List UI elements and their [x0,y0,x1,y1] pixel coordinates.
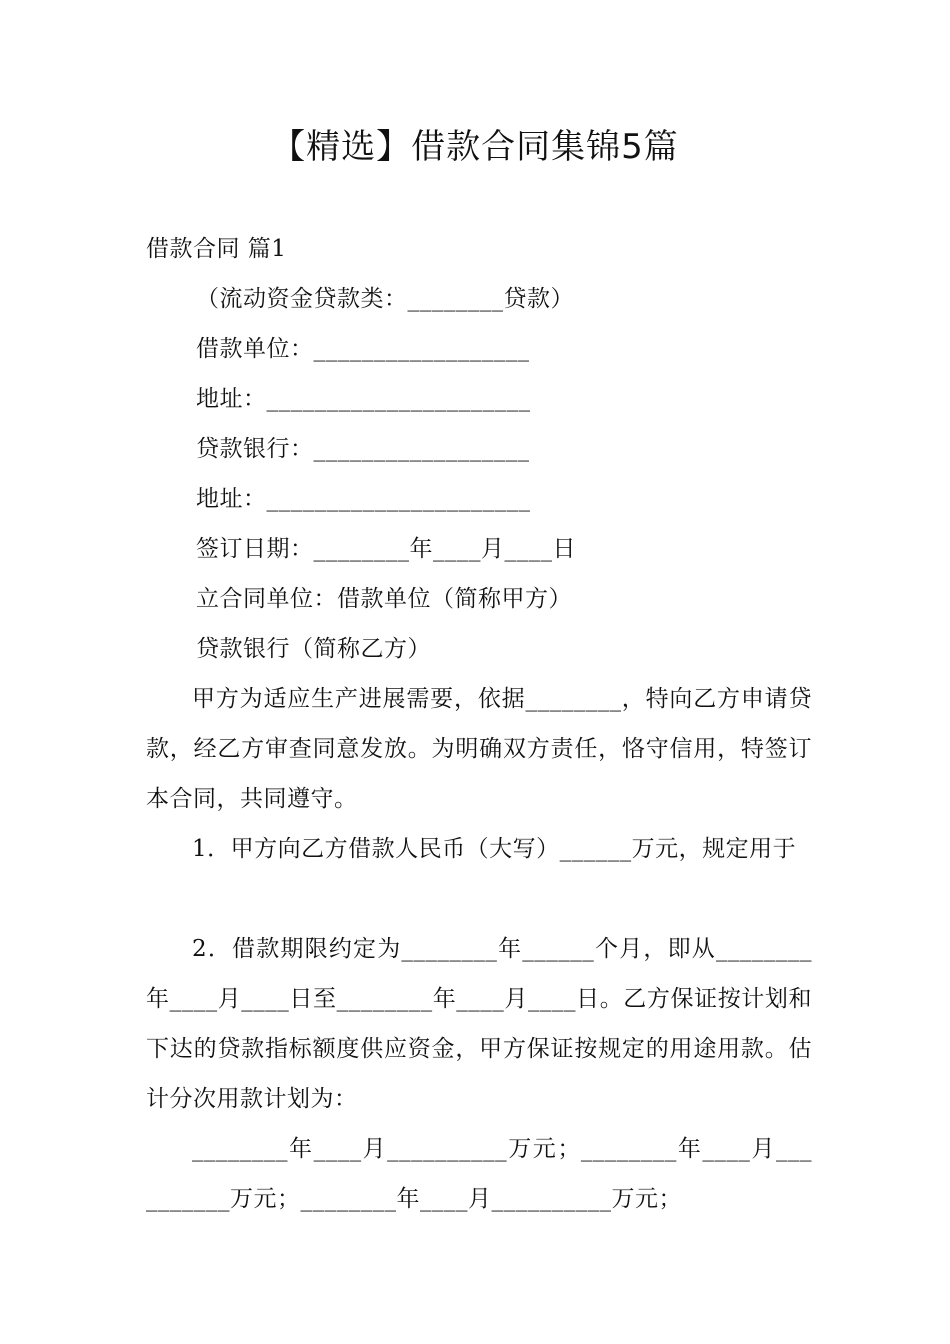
borrower-line: 借款单位：__________________ [196,336,530,362]
document-title: 【精选】借款合同集锦5篇 [271,127,679,167]
clause-1-paragraph: 1．甲方向乙方借款人民币（大写）______万元，规定用于 [192,836,797,862]
preamble-paragraph: 甲方为适应生产进展需要，依据________，特向乙方申请贷款，经乙方审查同意发放。为明确双方责任，恪守信用，特签订本合同，共同遵守。 [146,686,812,812]
loan-type-line: （流动资金贷款类：________贷款） [196,286,574,312]
party-a-line: 立合同单位：借款单位（简称甲方） [196,586,572,612]
sign-date-line: 签订日期：________年____月____日 [196,536,576,562]
borrower-address-line: 地址：______________________ [196,386,531,412]
party-b-line: 贷款银行（简称乙方） [196,636,431,662]
lender-address-line: 地址：______________________ [196,486,531,512]
lender-bank-line: 贷款银行：__________________ [196,436,530,462]
section-heading: 借款合同 篇1 [146,236,287,262]
clause-2-paragraph: 2．借款期限约定为________年______个月，即从________年____月____日至________年____月____日。乙方保证按计划和下达的贷款指标额度供应资金，甲方保证按规定的用途用款。估计分次用款计划为： [146,936,812,1112]
schedule-paragraph: ________年____月__________万元；________年____月__________万元；________年____月__________万元； [146,1136,812,1212]
